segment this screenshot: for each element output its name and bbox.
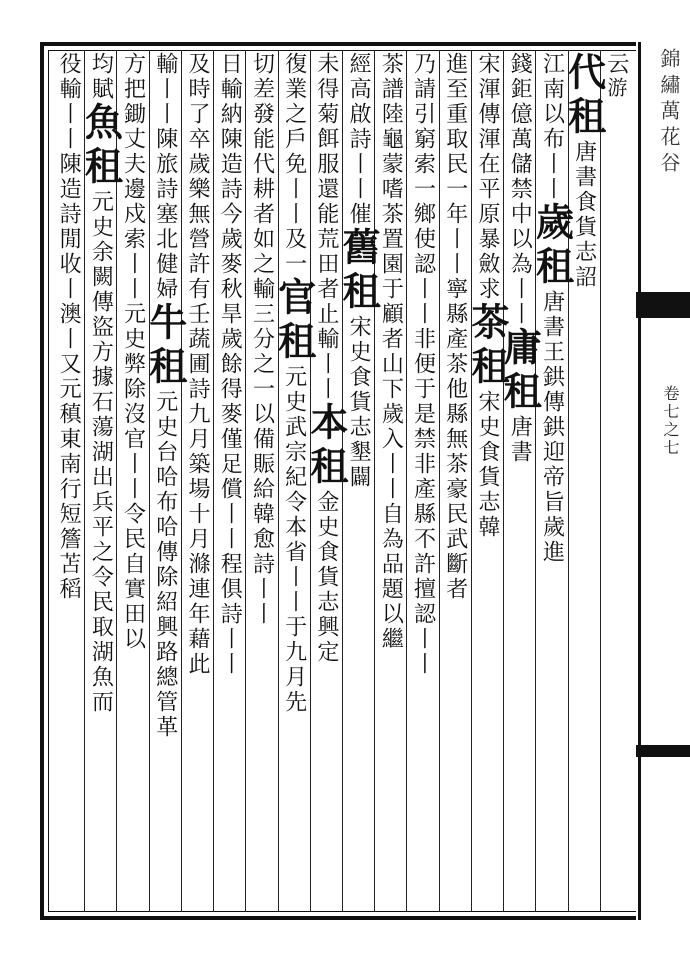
entry-heading: 魚租: [78, 102, 124, 190]
column-text: 及時了卒歲樂無營許有壬蔬圃詩九月築場十月滌連年藉此: [185, 52, 210, 677]
entry-heading: 代租: [561, 52, 607, 140]
fish-tail-mark: [636, 292, 690, 318]
text-column: [142, 52, 188, 908]
column-text: 宋史食貨志韓: [475, 390, 500, 540]
text-column: [561, 52, 607, 908]
column-text: 金史食貨志興定: [313, 490, 339, 665]
text-column: [303, 52, 349, 908]
column-text: 輸丨丨陳造詩閒收丨澳丨又元稹東南行短簷苫稻: [56, 77, 82, 602]
column-text: 荒田者止輸丨丨: [313, 227, 339, 402]
column-text: 經高啟詩丨丨催: [346, 52, 372, 227]
column-text: 元史余闕傳盜方據石蕩湖出兵平之令民取湖魚而: [88, 190, 114, 715]
column-text: 乃請引窮索一鄉使認丨丨非便于是禁非產縣不許擅認丨丨: [410, 52, 436, 677]
margin-book-title: 錦繡萬花谷: [657, 48, 681, 178]
text-column: [465, 52, 510, 908]
entry-heading: 官租: [271, 277, 317, 365]
text-column: [599, 52, 633, 908]
fish-tail-mark-lower: [636, 745, 690, 757]
text-column: [373, 52, 407, 908]
column-text: 役: [56, 52, 82, 77]
column-text: 游: [603, 77, 628, 98]
column-text: 輸三分之一以備賑給韓愈詩丨丨: [249, 277, 275, 627]
entry-heading: 歲租: [529, 202, 575, 290]
column-text: 唐書王鉷傳鉷迎帝旨歲進: [539, 290, 565, 565]
column-text: 唐書: [507, 415, 533, 465]
column-text: 元史弊除沒官丨丨令民自實田以: [120, 302, 146, 652]
entry-heading: 庸租: [497, 327, 543, 415]
column-text: 日輸納陳造詩今歲麥秋旱歲餘得麥僅足償丨丨程俱詩丨丨: [217, 52, 243, 677]
column-text: 進至重取民一年丨丨: [442, 52, 468, 277]
text-column: [529, 52, 575, 908]
column-text: 寧縣產茶他縣無茶豪民武斷者: [442, 277, 468, 602]
column-text: 輸丨丨陳旅詩塞北健婦: [152, 52, 178, 302]
text-column: [497, 52, 543, 908]
text-column: [438, 52, 472, 908]
column-text: 云: [603, 52, 629, 77]
column-text: 宋史食貨志墾闢: [346, 315, 372, 490]
entry-heading: 牛租: [142, 302, 188, 390]
text-column: [406, 52, 440, 908]
column-text: 未得菊餌服還能: [313, 52, 339, 227]
text-column: [78, 52, 124, 908]
column-text: 元史武宗紀令本省丨丨于九月先: [281, 365, 307, 715]
entry-heading: 本租: [303, 402, 349, 490]
text-column: [212, 52, 246, 908]
column-text: 復業之戶免丨丨及一: [281, 52, 307, 277]
entry-heading: 茶租: [465, 302, 510, 390]
text-column: [244, 52, 278, 908]
text-column: [180, 52, 214, 908]
margin-chapter-label: 卷七之七: [661, 385, 680, 457]
column-text: 方把鋤丈夫邊戍索丨丨: [120, 52, 146, 302]
column-text: 均賦: [88, 52, 114, 102]
column-text: 切差發能代耕者如之: [249, 52, 275, 277]
text-column: [51, 52, 85, 908]
text-column: [271, 52, 317, 908]
column-text: 元史台哈布哈傳除紹興路總管革: [152, 390, 178, 740]
column-text: 江南以布丨丨: [539, 52, 565, 202]
column-text: 茶譜陸龜蒙嗜茶置園于顧者山下歲入丨丨自為品題以繼: [378, 52, 404, 652]
column-text: 錢鉅億萬儲禁中以為丨丨: [507, 52, 533, 327]
column-text: 宋渾傳渾在平原暴斂求: [475, 52, 500, 302]
entry-heading: 舊租: [336, 227, 382, 315]
column-text: 唐書食貨志詔: [571, 140, 597, 290]
